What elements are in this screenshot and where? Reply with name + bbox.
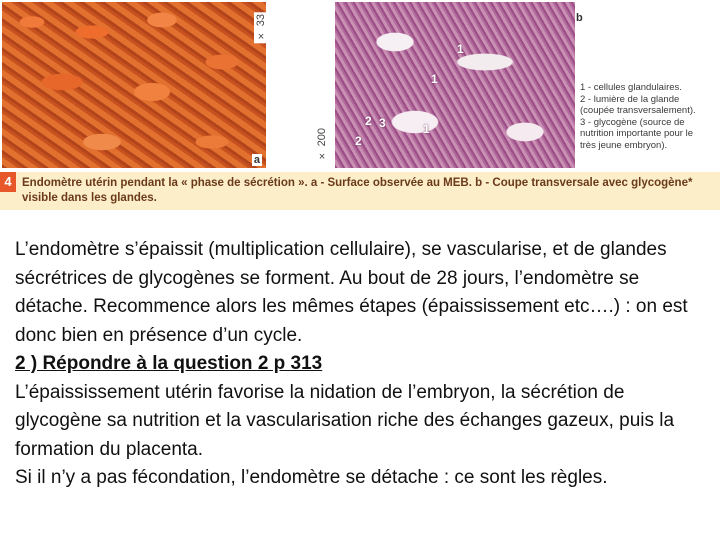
histology-section-image <box>335 2 575 168</box>
figure-legend <box>580 82 720 151</box>
marker-1b: 1 <box>423 122 430 136</box>
legend-line: 3 - glycogène (source de <box>580 116 685 128</box>
figure-number: 4 <box>0 172 16 192</box>
figure <box>0 0 720 210</box>
magnification-label-b: × 200 <box>316 128 328 162</box>
paragraph: L’endomètre s’épaissit (multiplication cellulaire), se vascularise, et de glandes sécrétrices de glycogènes se forment. Au bout de 28 jours, l’endomètre se détache. Recommence alors les mêmes étapes (épaississement etc….) : on est donc bien en présence d’un cycle. <box>15 239 688 346</box>
body-text <box>15 236 715 493</box>
marker-2b: 2 <box>355 134 362 148</box>
panel-label-a: a <box>253 154 260 166</box>
sem-endometrium-image <box>2 2 266 168</box>
caption-part-a: a - Surface observée au MEB. <box>310 177 472 189</box>
paragraph: L’épaississement utérin favorise la nidation de l’embryon, la sécrétion de glycogène sa nutrition et la vascularisation riche des échanges gazeux, puis la formation du placenta. <box>15 381 675 460</box>
question-heading: 2 ) Répondre à la question 2 p 313 <box>15 353 323 374</box>
panel-label-b: b <box>576 12 583 24</box>
legend-line: (coupée transversalement). <box>580 105 696 116</box>
marker-1: 1 <box>431 72 438 86</box>
legend-line: nutrition importante pour le <box>580 128 694 139</box>
caption-part-b: b - Coupe transversale avec glycogène* visible dans les glandes. <box>22 177 693 204</box>
legend-line: très jeune embryon). <box>580 139 668 151</box>
marker-3: 3 <box>379 116 386 130</box>
magnification-label-a: × 33 <box>255 14 267 42</box>
marker-2: 2 <box>365 114 372 128</box>
paragraph: Si il n’y a pas fécondation, l’endomètre se détache : ce sont les règles. <box>15 467 608 488</box>
caption-title: Endomètre utérin pendant la « phase de sécrétion ». <box>22 177 308 189</box>
marker-1c: 1 <box>457 42 464 56</box>
figure-caption <box>22 176 716 206</box>
legend-line: 2 - lumière de la glande <box>580 93 680 105</box>
legend-line: 1 - cellules glandulaires. <box>580 82 682 93</box>
